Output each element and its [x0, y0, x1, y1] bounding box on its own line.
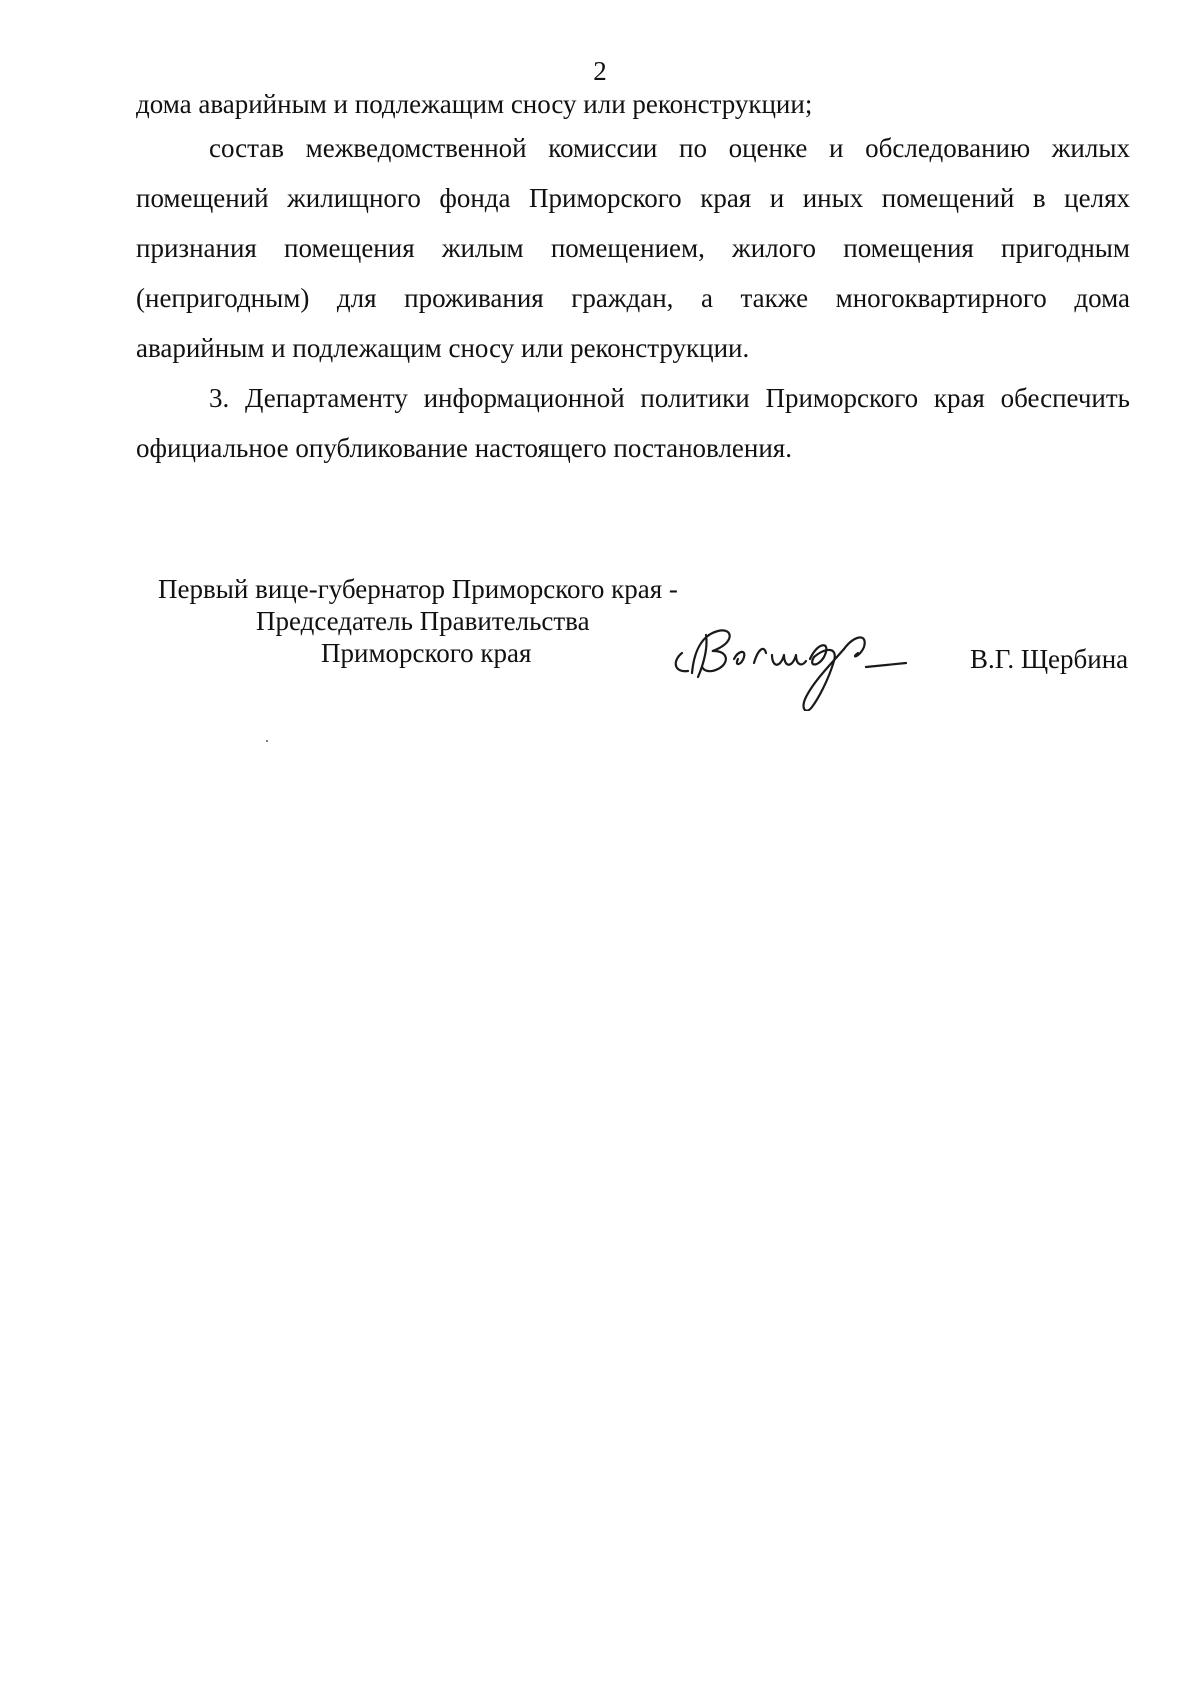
signatory-title-line-3: Приморского края: [321, 638, 532, 668]
paragraph-2-line-4: (непригодным) для проживания граждан, а также многоквартирного дома: [136, 283, 1130, 313]
document-body: [136, 85, 1130, 473]
paragraph-1-line-1: дома аварийным и подлежащим сносу или реконструкции;: [136, 89, 813, 119]
signatory-name: В.Г. Щербина: [970, 644, 1129, 674]
page-number: 2: [593, 56, 607, 86]
handwritten-signature-icon: [668, 611, 928, 711]
paragraph-2-line-1: состав межведомственной комиссии по оценке и обследованию жилых: [209, 133, 1130, 163]
paragraph-2-line-3: признания помещения жилым помещением, жилого помещения пригодным: [136, 233, 1130, 263]
signatory-title: [158, 573, 738, 669]
signatory-title-line-1: Первый вице-губернатор Приморского края -: [158, 574, 678, 604]
paragraph-2-line-5: аварийным и подлежащим сносу или реконструкции.: [136, 333, 750, 363]
paragraph-2-line-2: помещений жилищного фонда Приморского края и иных помещений в целях: [136, 183, 1130, 213]
paragraph-3-line-2: официальное опубликование настоящего постановления.: [136, 433, 792, 463]
signatory-title-line-2: Председатель Правительства: [256, 606, 590, 636]
signature-block: [0, 573, 1200, 703]
scan-speck: [266, 740, 268, 742]
paragraph-3-line-1: 3. Департаменту информационной политики Приморского края обеспечить: [209, 383, 1130, 413]
